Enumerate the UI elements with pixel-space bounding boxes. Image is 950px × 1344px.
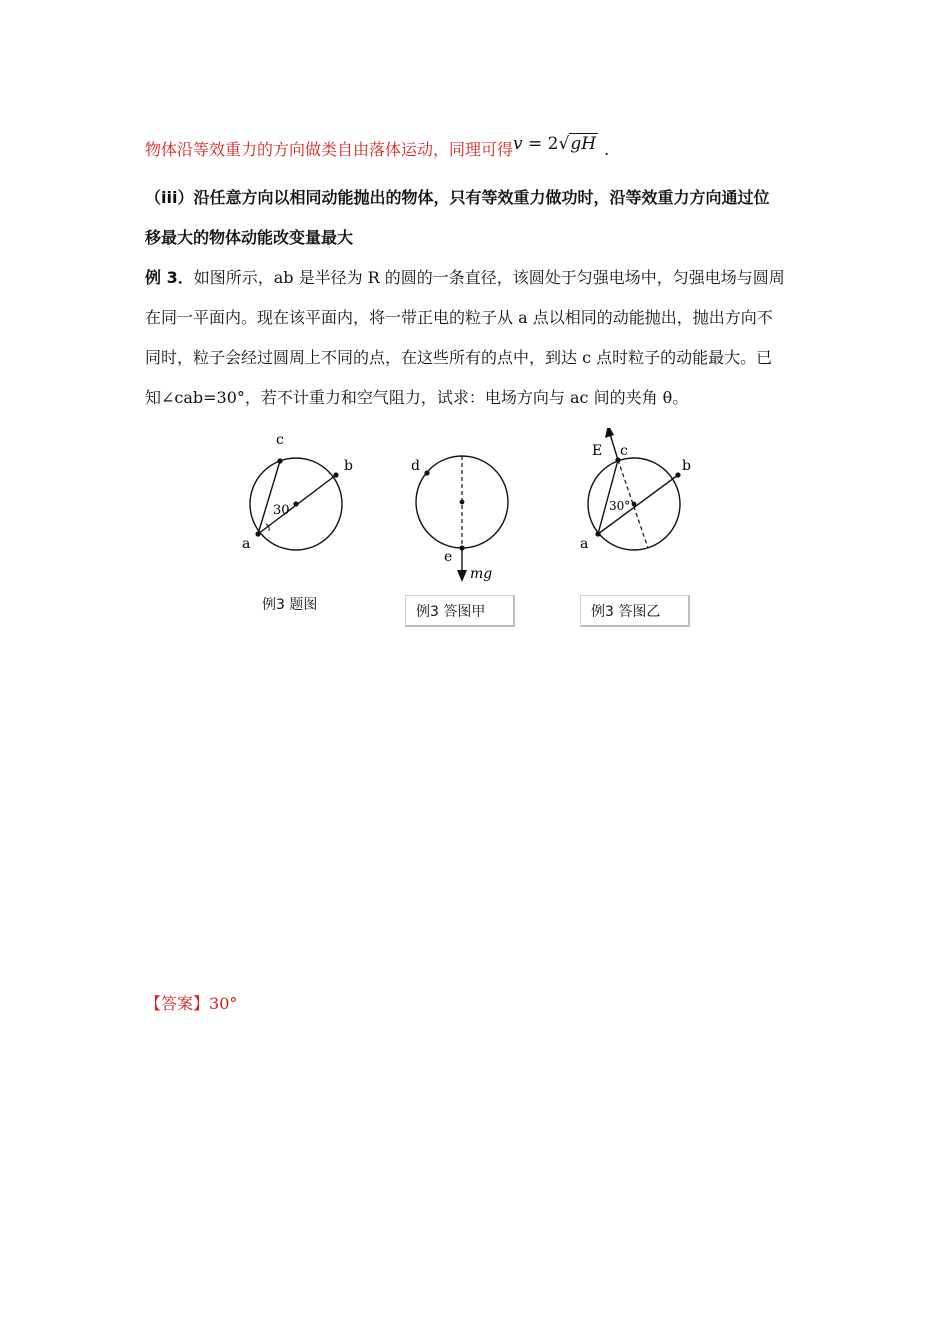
- fig3-label-c: c: [620, 443, 628, 459]
- example-line-4: 知∠cab=30°，若不计重力和空气阻力，试求：电场方向与 ac 间的夹角 θ。: [145, 388, 689, 407]
- example-line-3: 同时，粒子会经过圆周上不同的点，在这些所有的点中，到达 c 点时粒子的动能最大。已: [145, 348, 773, 367]
- fig2-point-d: [424, 470, 429, 475]
- fig1-caption: 例3 题图: [262, 597, 318, 613]
- figure-answer-b: [574, 428, 704, 558]
- fig2-label-d: d: [411, 458, 420, 474]
- fig1-center: [293, 501, 298, 506]
- example-p1: 如图所示，ab 是半径为 R 的圆的一条直径，该圆处于匀强电场中，匀强电场与圆周: [193, 268, 785, 287]
- conclusion-line-1: （iii）沿任意方向以相同动能抛出的物体，只有等效重力做功时，沿等效重力方向通过位: [145, 188, 770, 207]
- fig1-chord-ac: [258, 461, 280, 534]
- fig1-point-b: [333, 472, 338, 477]
- fig2-label-e: e: [444, 549, 453, 565]
- fig3-field-arrow: [610, 434, 618, 460]
- fig3-angle-label: 30°: [609, 499, 631, 513]
- example-line-2: 在同一平面内。现在该平面内，将一带正电的粒子从 a 点以相同的动能抛出，抛出方向不: [145, 308, 773, 327]
- fig2-label-mg: mg: [470, 566, 493, 582]
- fig1-point-c: [277, 458, 282, 463]
- fig1-label-a: a: [242, 536, 251, 552]
- figure-answer-a: [402, 428, 522, 588]
- trailing-dot: .: [604, 140, 610, 159]
- formula-root: gH: [570, 134, 597, 154]
- fig1-angle-label: 30: [273, 503, 290, 518]
- fig3-caption: 例3 答图乙: [580, 595, 690, 627]
- velocity-formula: v = 2√gH: [513, 134, 597, 154]
- fig1-label-c: c: [276, 432, 284, 448]
- conclusion-line-2: 移最大的物体动能改变量最大: [145, 228, 354, 247]
- figure-question: [236, 428, 366, 558]
- fig2-center: [460, 500, 465, 505]
- fig2-caption: 例3 答图甲: [405, 595, 515, 627]
- formula-eq: = 2: [522, 134, 559, 154]
- statement-text: 物体沿等效重力的方向做类自由落体运动，同理可得: [145, 140, 514, 159]
- fig3-label-a: a: [580, 536, 589, 552]
- example-label: 例 3．: [145, 268, 194, 287]
- fig2-point-e: [459, 545, 464, 550]
- fig3-label-E: E: [592, 443, 603, 459]
- fig2-arrow-head: [457, 570, 467, 582]
- fig1-label-b: b: [344, 458, 353, 474]
- equivalent-gravity-statement: [145, 134, 610, 160]
- fig1-point-a: [255, 531, 260, 536]
- answer-label: 【答案】: [145, 994, 210, 1013]
- answer-value: 30°: [209, 994, 238, 1013]
- fig3-point-b: [675, 472, 680, 477]
- example-line-1: [145, 268, 785, 288]
- fig3-point-a: [595, 531, 600, 536]
- fig3-center: [632, 502, 637, 507]
- fig3-arrow-head: [605, 428, 614, 438]
- answer-line: [145, 994, 237, 1014]
- fig3-label-b: b: [682, 458, 691, 474]
- formula-v: v: [513, 134, 523, 154]
